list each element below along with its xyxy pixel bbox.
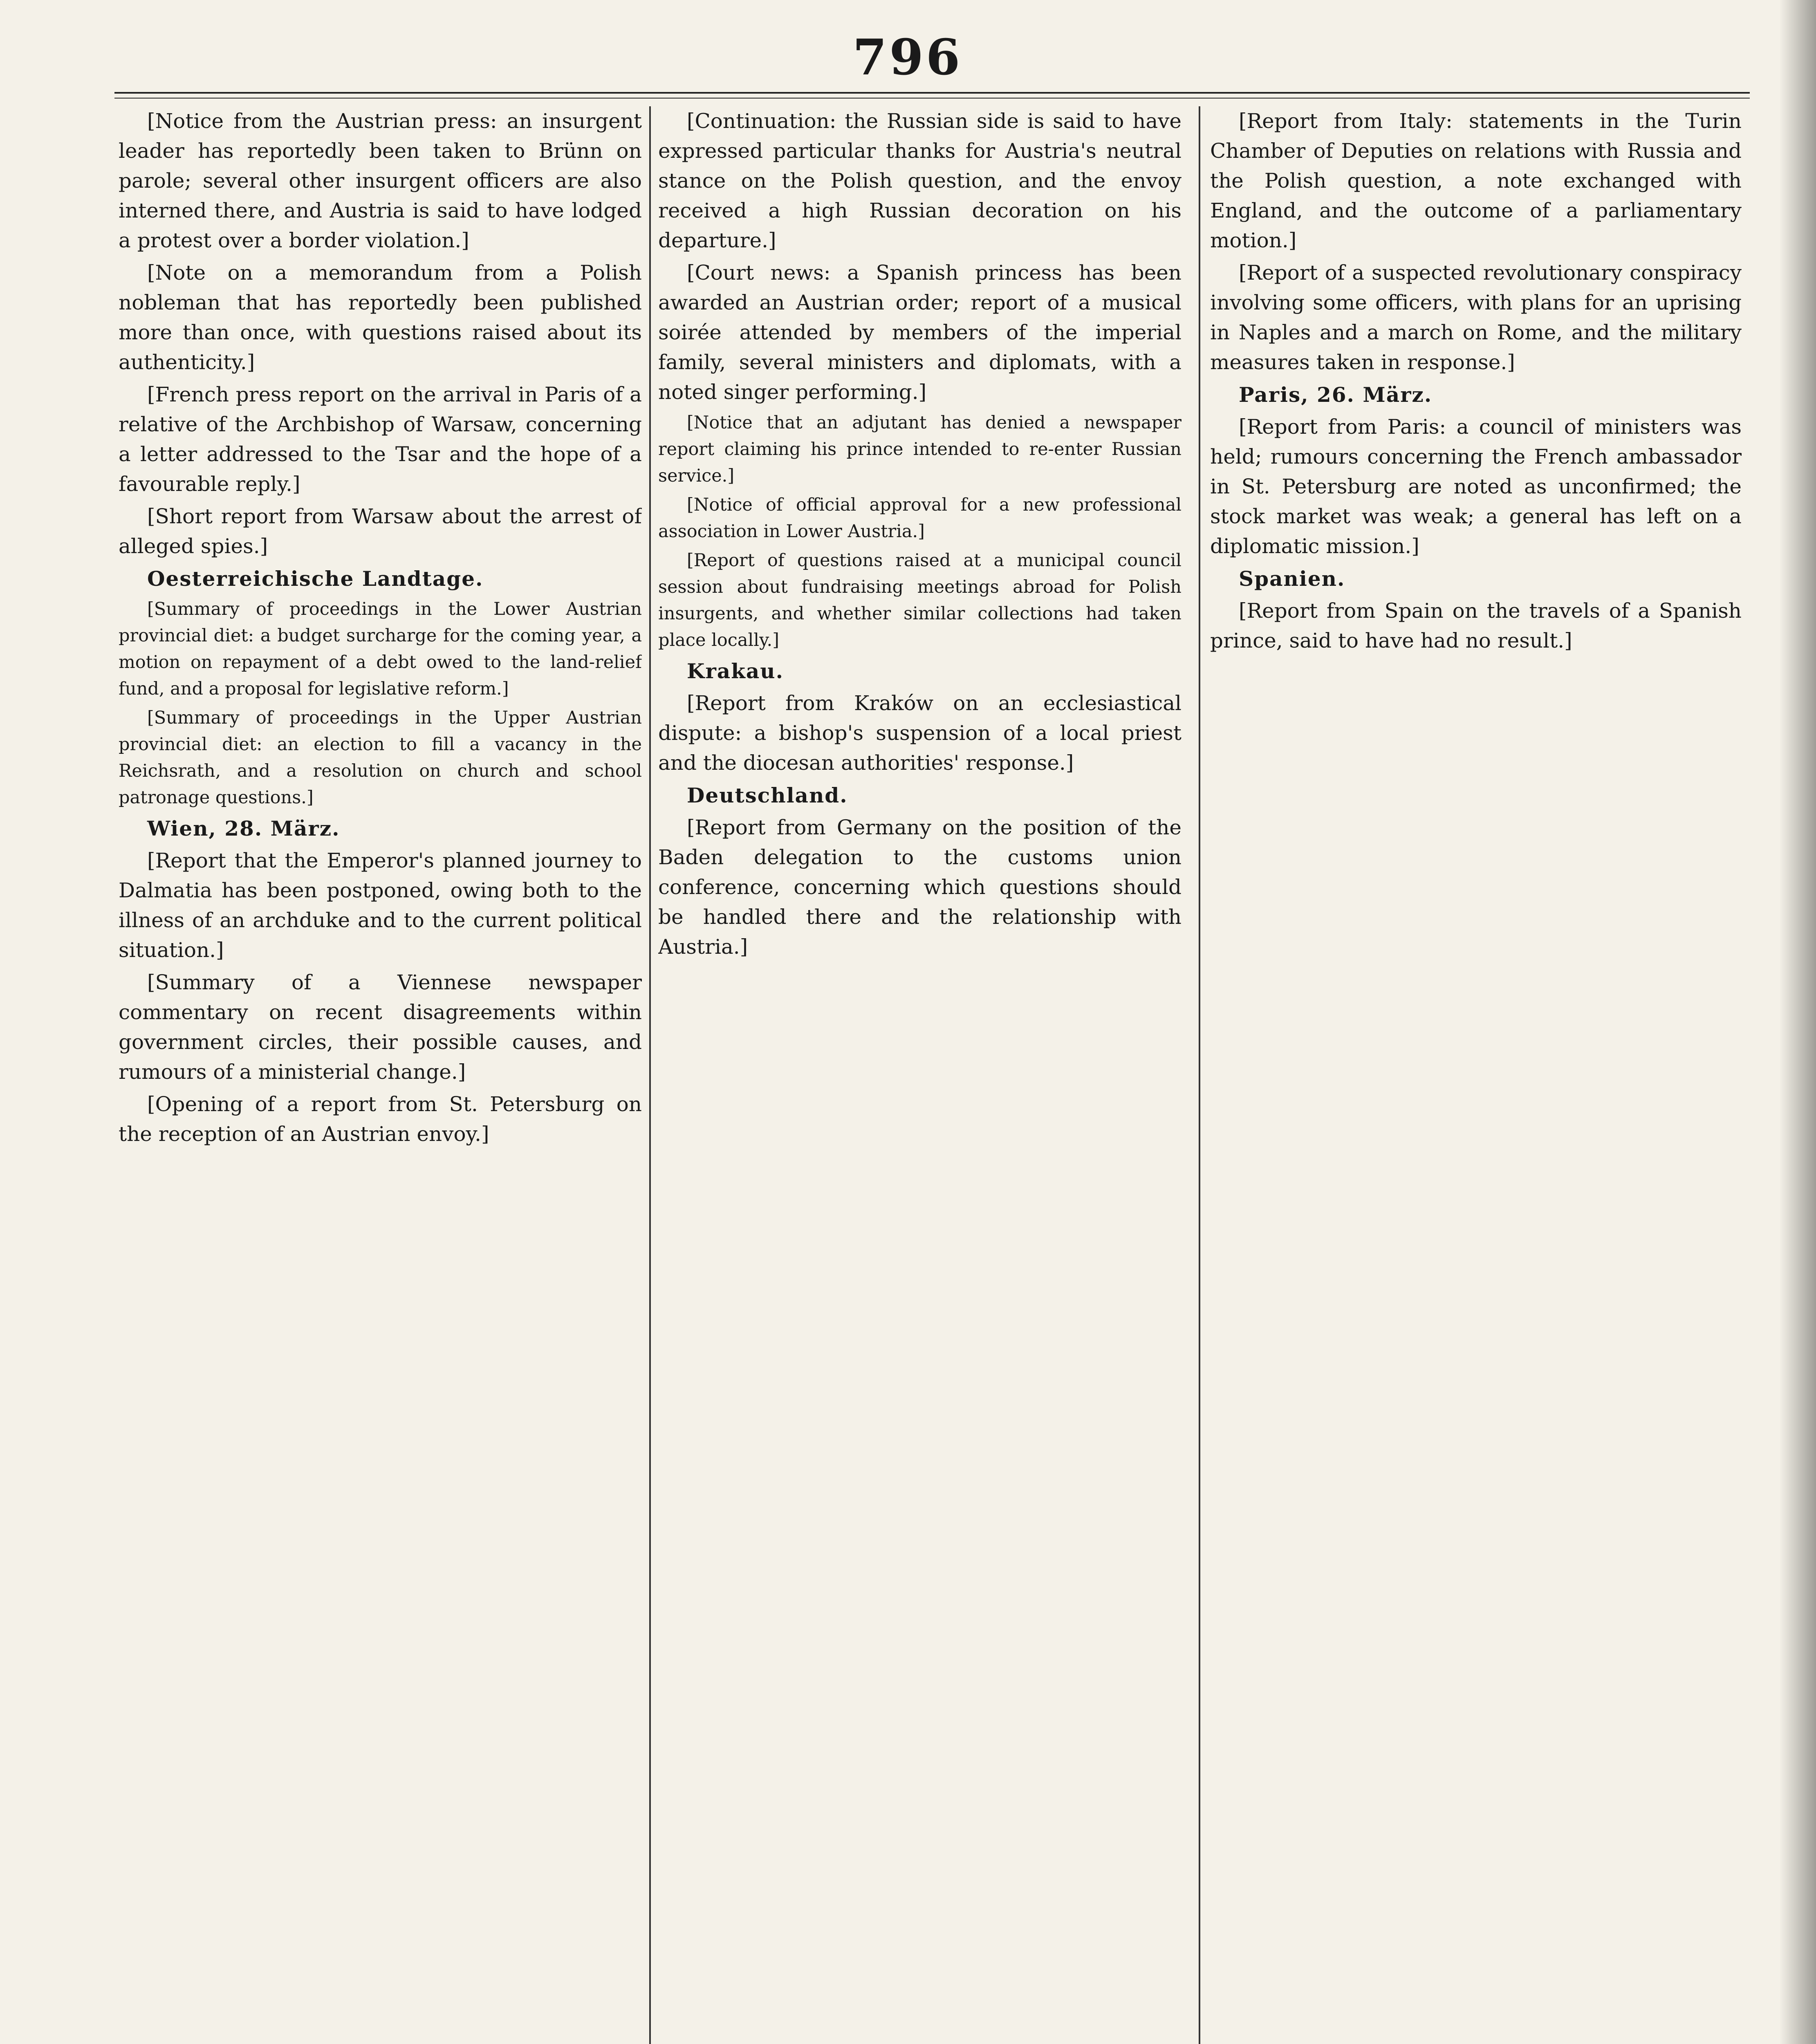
article-paragraph: [Note on a memorandum from a Polish nobleman that has reportedly been published more than once, with questions raised about its authenticity.] — [119, 261, 642, 374]
article-paragraph: [Court news: a Spanish princess has been awarded an Austrian order; report of a musical soirée attended by members of the imperial family, several ministers and diplomats, with a noted singer performing.] — [658, 261, 1182, 404]
article-paragraph: [Summary of proceedings in the Upper Austrian provincial diet: an election to fill a vacancy in the Reichsrath, and a resolution on church and school patronage questions.] — [119, 708, 642, 808]
header-rule — [114, 92, 1750, 99]
article-paragraph: [Report from Italy: statements in the Turin Chamber of Deputies on relations with Russia and the Polish question, a note exchanged with England, and the outcome of a parliamentary motion.] — [1210, 109, 1742, 252]
article-paragraph: [Notice that an adjutant has denied a newspaper report claiming his prince intended to re-enter Russian service.] — [658, 412, 1182, 486]
article-paragraph: [Summary of proceedings in the Lower Austrian provincial diet: a budget surcharge for the coming year, a motion on repayment of a debt owed to the land-relief fund, and a proposal for legislative reform.] — [119, 599, 642, 699]
article-paragraph: [Report of questions raised at a municipal council session about fundraising meetings abroad for Polish insurgents, and whether similar collections had taken place locally.] — [658, 550, 1182, 650]
article-paragraph: [Summary of a Viennese newspaper commentary on recent disagreements within government circles, their possible causes, and rumours of a ministerial change.] — [119, 970, 642, 1084]
article-paragraph: [Notice from the Austrian press: an insurgent leader has reportedly been taken to Brünn on parole; several other insurgent officers are also interned there, and Austria is said to have lodged a protest over a border violation.] — [119, 109, 642, 252]
article-paragraph: [Short report from Warsaw about the arrest of alleged spies.] — [119, 504, 642, 558]
column-rule — [649, 106, 651, 2044]
article-paragraph: [Report of a suspected revolutionary conspiracy involving some officers, with plans for an uprising in Naples and a march on Rome, and the military measures taken in response.] — [1210, 261, 1742, 374]
section-heading: Oesterreichische Landtage. — [147, 567, 484, 591]
article-paragraph: [Report from Germany on the position of the Baden delegation to the customs union conference, concerning which questions should be handled there and the relationship with Austria.] — [658, 816, 1182, 959]
dateline-heading: Paris, 26. März. — [1239, 383, 1433, 407]
article-paragraph: [Report that the Emperor's planned journey to Dalmatia has been postponed, owing both to the illness of an archduke and to the current political situation.] — [119, 849, 642, 962]
article-paragraph: [French press report on the arrival in Paris of a relative of the Archbishop of Warsaw, concerning a letter addressed to the Tsar and the hope of a favourable reply.] — [119, 383, 642, 496]
dateline-heading: Krakau. — [687, 659, 784, 683]
column-1 — [119, 106, 642, 2044]
column-2 — [658, 106, 1182, 2044]
column-3 — [1210, 106, 1742, 2044]
article-paragraph: [Report from Kraków on an ecclesiastical dispute: a bishop's suspension of a local priest and the diocesan authorities' response.] — [658, 691, 1182, 775]
section-heading: Deutschland. — [687, 783, 848, 807]
page-number: 796 — [852, 29, 963, 86]
article-paragraph: [Report from Spain on the travels of a Spanish prince, said to have had no result.] — [1210, 599, 1742, 652]
article-paragraph: [Continuation: the Russian side is said to have expressed particular thanks for Austria's neutral stance on the Polish question, and the envoy received a high Russian decoration on his departure.] — [658, 109, 1182, 252]
page-edge-shadow — [1779, 0, 1816, 2044]
column-rule — [1199, 106, 1200, 2044]
section-heading: Spanien. — [1239, 567, 1345, 591]
article-paragraph: [Opening of a report from St. Petersburg on the reception of an Austrian envoy.] — [119, 1092, 642, 1146]
article-paragraph: [Report from Paris: a council of ministers was held; rumours concerning the French ambassador in St. Petersburg are noted as unconfirmed; the stock market was weak; a general has left on a diplomatic mission.] — [1210, 415, 1742, 558]
article-paragraph: [Notice of official approval for a new professional association in Lower Austria.] — [658, 495, 1182, 542]
dateline-heading: Wien, 28. März. — [147, 816, 340, 840]
